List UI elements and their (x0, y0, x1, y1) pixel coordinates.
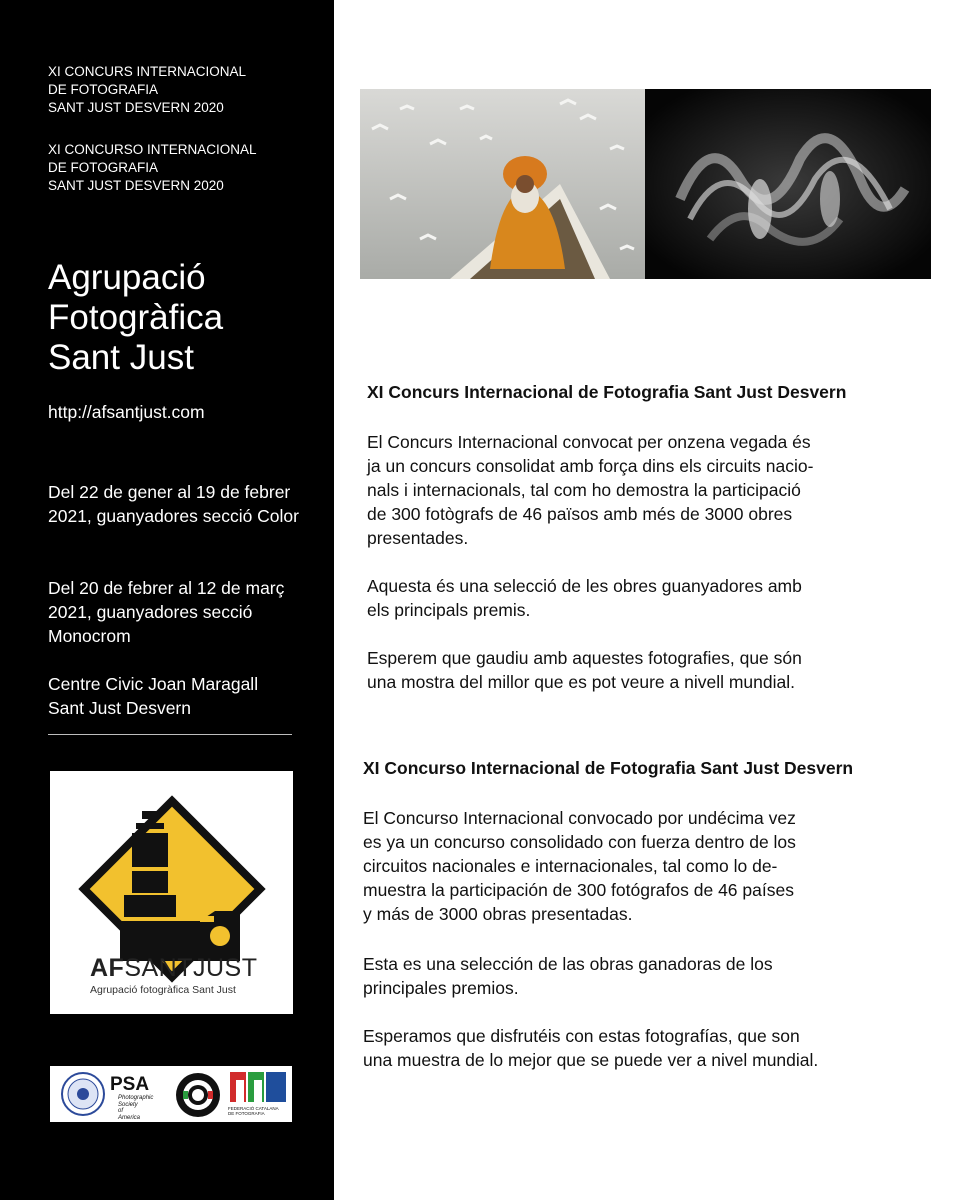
photo-sadhu-seagulls (360, 89, 645, 279)
contest-title-catalan: XI CONCURS INTERNACIONAL DE FOTOGRAFIA SANT JUST DESVERN 2020 (48, 64, 247, 115)
fiap-ring-icon (176, 1073, 220, 1117)
paragraph-spanish-3: Esperamos que disfrutéis con estas fotografías, que son una muestra de lo mejor que se puede ver a nivel mundial. (363, 1026, 819, 1070)
paragraph-spanish-1: El Concurso Internacional convocado por undécima vez es ya un concurso consolidado con fuerza dentro de los circuitos nacionales e internacionales, tal como lo de- muestra la participación de 300 fotógrafos de 46 países y más de 3000 obras presentadas. (363, 808, 796, 924)
sidebar (0, 0, 334, 1200)
dates-color-section: Del 22 de gener al 19 de febrer 2021, guanyadores secció Color (48, 482, 299, 526)
fcf-icon (230, 1072, 286, 1102)
dates-monochrome-section: Del 20 de febrer al 12 de març 2021, guanyadores secció Monocrom (48, 578, 285, 646)
venue: Centre Civic Joan Maragall Sant Just Desvern (48, 674, 259, 718)
website-link[interactable]: http://afsantjust.com (48, 402, 205, 422)
divider (48, 734, 292, 735)
logo-brand: AFSANTJUST (90, 954, 258, 982)
psa-badge: PSA (110, 1074, 150, 1095)
seal-icon (62, 1073, 104, 1115)
heading-catalan: XI Concurs Internacional de Fotografia Sant Just Desvern (367, 382, 847, 402)
paragraph-catalan-1: El Concurs Internacional convocat per onzena vegada és ja un concurs consolidat amb força dins els circuits nacio- nals i internacionals, tal com ho demostra la participació de 300 fotògrafs de 46 països amb més de 3000 obres presentades. (367, 432, 814, 548)
org-name: Agrupació Fotogràfica Sant Just (48, 258, 224, 377)
afsantjust-logo (50, 771, 293, 1014)
paragraph-spanish-2: Esta es una selección de las obras ganadoras de los principales premios. (363, 954, 773, 998)
winning-photos (360, 89, 931, 279)
photo-strip (360, 89, 931, 279)
contest-title-spanish: XI CONCURSO INTERNACIONAL DE FOTOGRAFIA SANT JUST DESVERN 2020 (48, 142, 257, 193)
logo-tagline: Agrupació fotogràfica Sant Just (90, 984, 236, 996)
paragraph-catalan-3: Esperem que gaudiu amb aquestes fotografies, que són una mostra del millor que es pot veure a nivell mundial. (367, 648, 802, 692)
affiliation-badges (50, 1066, 292, 1122)
heading-spanish: XI Concurso Internacional de Fotografia Sant Just Desvern (363, 758, 854, 778)
fcf-badge-label: FEDERACIÓ CATALANA DE FOTOGRAFIA (228, 1106, 279, 1116)
psa-subtitle: Photographic Society of America (118, 1095, 154, 1121)
photo-dancers-monochrome (645, 89, 931, 279)
paragraph-catalan-2: Aquesta és una selecció de les obres guanyadores amb els principals premis. (367, 576, 802, 620)
